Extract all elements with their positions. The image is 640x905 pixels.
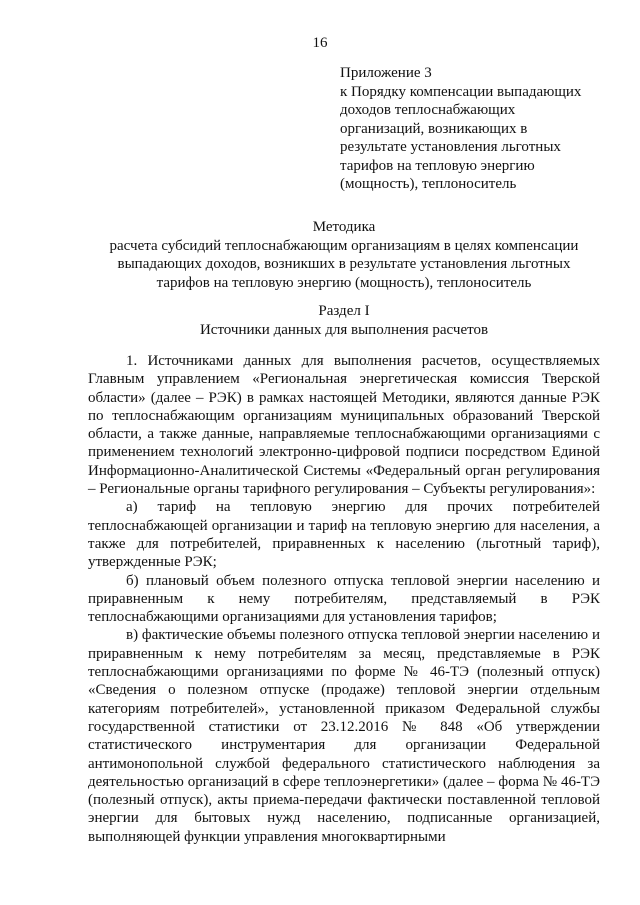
paragraph-b: б) плановый объем полезного отпуска тепловой энергии населению и приравненным к нему потребителям, представляемый в РЭК теплоснабжающими организациями для установления тарифов; — [88, 572, 600, 626]
appendix-title: Приложение 3 — [340, 65, 432, 81]
method-heading — [88, 218, 600, 292]
method-subtitle-line: расчета субсидий теплоснабжающим организациям в целях компенсации — [109, 237, 579, 254]
method-subtitle-line: тарифов на тепловую энергию (мощность), теплоноситель — [156, 274, 532, 291]
appendix-line: (мощность), теплоноситель — [340, 176, 517, 192]
paragraph-v: в) фактические объемы полезного отпуска тепловой энергии населению и приравненным к нему потребителям за месяц, представляемые в РЭК теплоснабжающими организациями по форме № 46-ТЭ (полезный отпуск) «Сведения о полезном отпуске (продаже) тепловой энергии отдельным категориям потребителей», установленной приказом Федеральной службы государственной статистики от 23.12.2016 № 848 «Об утверждении статистического инструментария для организации Федеральной антимонопольной службой федерального статистического наблюдения за деятельностью организаций в сфере теплоэнергетики» (далее – форма № 46-ТЭ (полезный отпуск), акты приема-передачи фактически поставленной тепловой энергии для бытовых нужд населению, подписанные организацией, выполняющей функции управления многоквартирными — [88, 627, 600, 845]
paragraph-1: 1. Источниками данных для выполнения расчетов, осуществляемых Главным управлением «Региональная энергетическая комиссия Тверской области» (далее – РЭК) в рамках настоящей Методики, являются данные РЭК по теплоснабжающим организациям муниципальных образований Тверской области, а также данные, направляемые теплоснабжающими организациями с применением технологий электронно-цифровой подписи посредством Единой Информационно-Аналитической Системы «Федеральный орган регулирования – Региональные органы тарифного регулирования – Субъекты регулирования»: — [88, 353, 600, 498]
appendix-line: доходов теплоснабжающих — [340, 102, 516, 118]
section-heading — [88, 302, 600, 339]
appendix-line: организаций, возникающих в — [340, 120, 528, 137]
method-subtitle-line: выпадающих доходов, возникших в результате установления льготных — [117, 256, 571, 272]
page-number: 16 — [312, 35, 328, 51]
method-title: Методика — [312, 219, 376, 235]
appendix-line: к Порядку компенсации выпадающих — [340, 83, 582, 100]
appendix-header — [340, 64, 602, 194]
paragraph-a: а) тариф на тепловую энергию для прочих потребителей теплоснабжающей организации и тариф на тепловую энергию для населения, а также для потребителей, приравненных к населению (льготный тариф), утвержденные РЭК; — [88, 499, 600, 571]
section-number: Раздел I — [318, 303, 370, 319]
appendix-line: тарифов на тепловую энергию — [340, 157, 535, 174]
appendix-line: результате установления льготных — [340, 139, 561, 155]
section-title: Источники данных для выполнения расчетов — [199, 321, 489, 338]
body-text — [88, 352, 600, 846]
